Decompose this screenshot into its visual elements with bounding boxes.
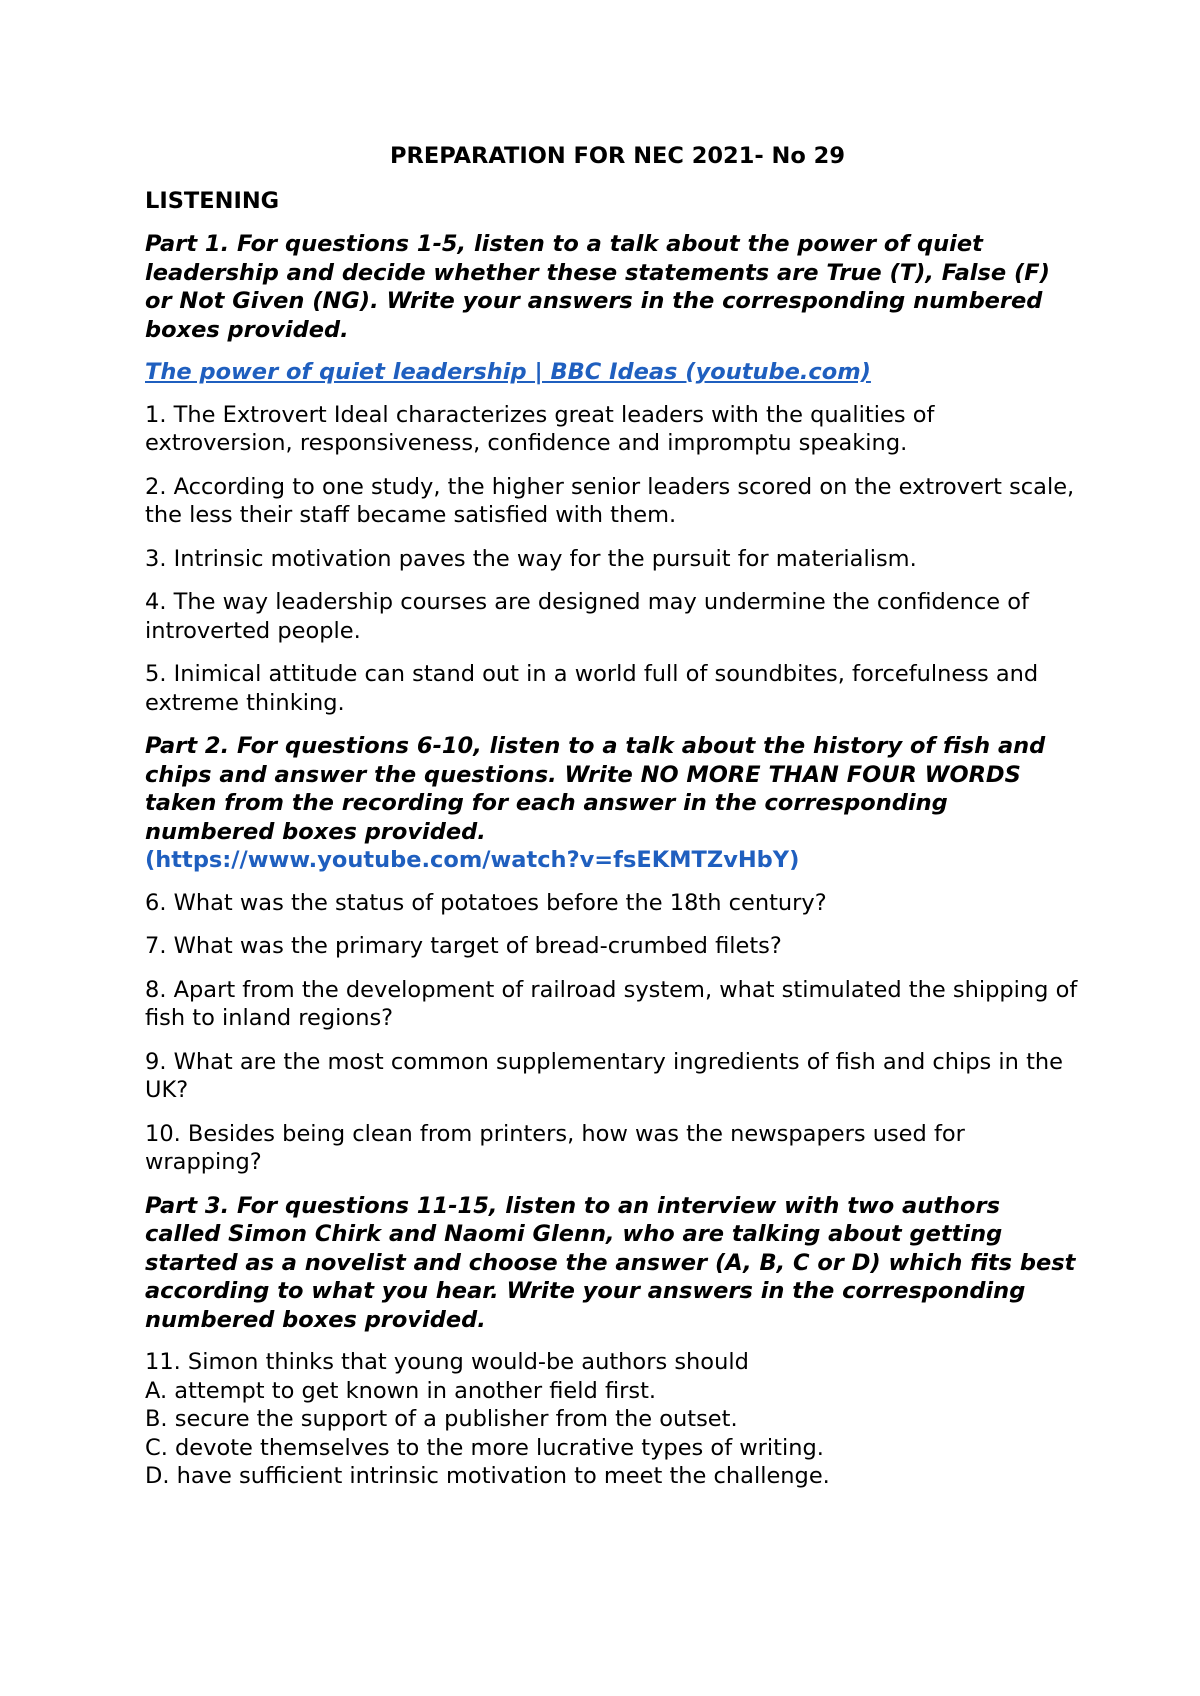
question-8: 8. Apart from the development of railroad system, what stimulated the shipping of fish to inland regions? [145,976,1078,1031]
part2-video-url[interactable]: (https://www.youtube.com/watch?v=fsEKMTZvHbY) [145,847,800,873]
question-9: 9. What are the most common supplementary ingredients of fish and chips in the UK? [145,1048,1064,1103]
part1-instruction: Part 1. For questions 1-5, listen to a talk about the power of quiet leadership and decide whether these statements are True (T), False (F) or Not Given (NG). Write your answers in the corresponding numbered boxes provided. [145,231,1050,343]
part2-instruction: Part 2. For questions 6-10, listen to a talk about the history of fish and chips and answer the questions. Write NO MORE THAN FOUR WORDS taken from the recording for each answer in the corresponding numbered boxes provided. [145,733,1046,845]
part1-video-link[interactable]: The power of quiet leadership | BBC Ideas (youtube.com) [145,359,871,385]
question-3: 3. Intrinsic motivation paves the way for the pursuit for materialism. [145,545,917,572]
question-11-option-d: D. have sufficient intrinsic motivation to meet the challenge. [145,1463,830,1489]
question-4: 4. The way leadership courses are designed may undermine the confidence of introverted people. [145,589,1029,644]
question-6: 6. What was the status of potatoes before the 18th century? [145,889,827,916]
question-11-option-b: B. secure the support of a publisher from the outset. [145,1406,738,1432]
question-11-block [145,1348,1080,1491]
document-page [145,142,1080,1491]
section-heading-listening: LISTENING [145,187,280,214]
question-2: 2. According to one study, the higher senior leaders scored on the extrovert scale, the less their staff became satisfied with them. [145,473,1075,528]
part3-instruction: Part 3. For questions 11-15, listen to an interview with two authors called Simon Chirk and Naomi Glenn, who are talking about getting started as a novelist and choose the answer (A, B, C or D) which fits best according to what you hear. Write your answers in the corresponding numbered boxes provided. [145,1192,1076,1333]
question-11-option-a: A. attempt to get known in another field first. [145,1377,657,1404]
question-1: 1. The Extrovert Ideal characterizes great leaders with the qualities of extroversion, responsiveness, confidence and impromptu speaking. [145,401,935,456]
document-title: PREPARATION FOR NEC 2021- No 29 [390,143,845,169]
question-11-option-c: C. devote themselves to the more lucrative types of writing. [145,1434,824,1461]
question-7: 7. What was the primary target of bread-crumbed filets? [145,933,782,959]
question-11-stem: 11. Simon thinks that young would-be authors should [145,1349,749,1375]
question-5: 5. Inimical attitude can stand out in a world full of soundbites, forcefulness and extreme thinking. [145,661,1039,716]
part2-instruction-block [145,732,1080,875]
question-10: 10. Besides being clean from printers, how was the newspapers used for wrapping? [145,1120,965,1175]
